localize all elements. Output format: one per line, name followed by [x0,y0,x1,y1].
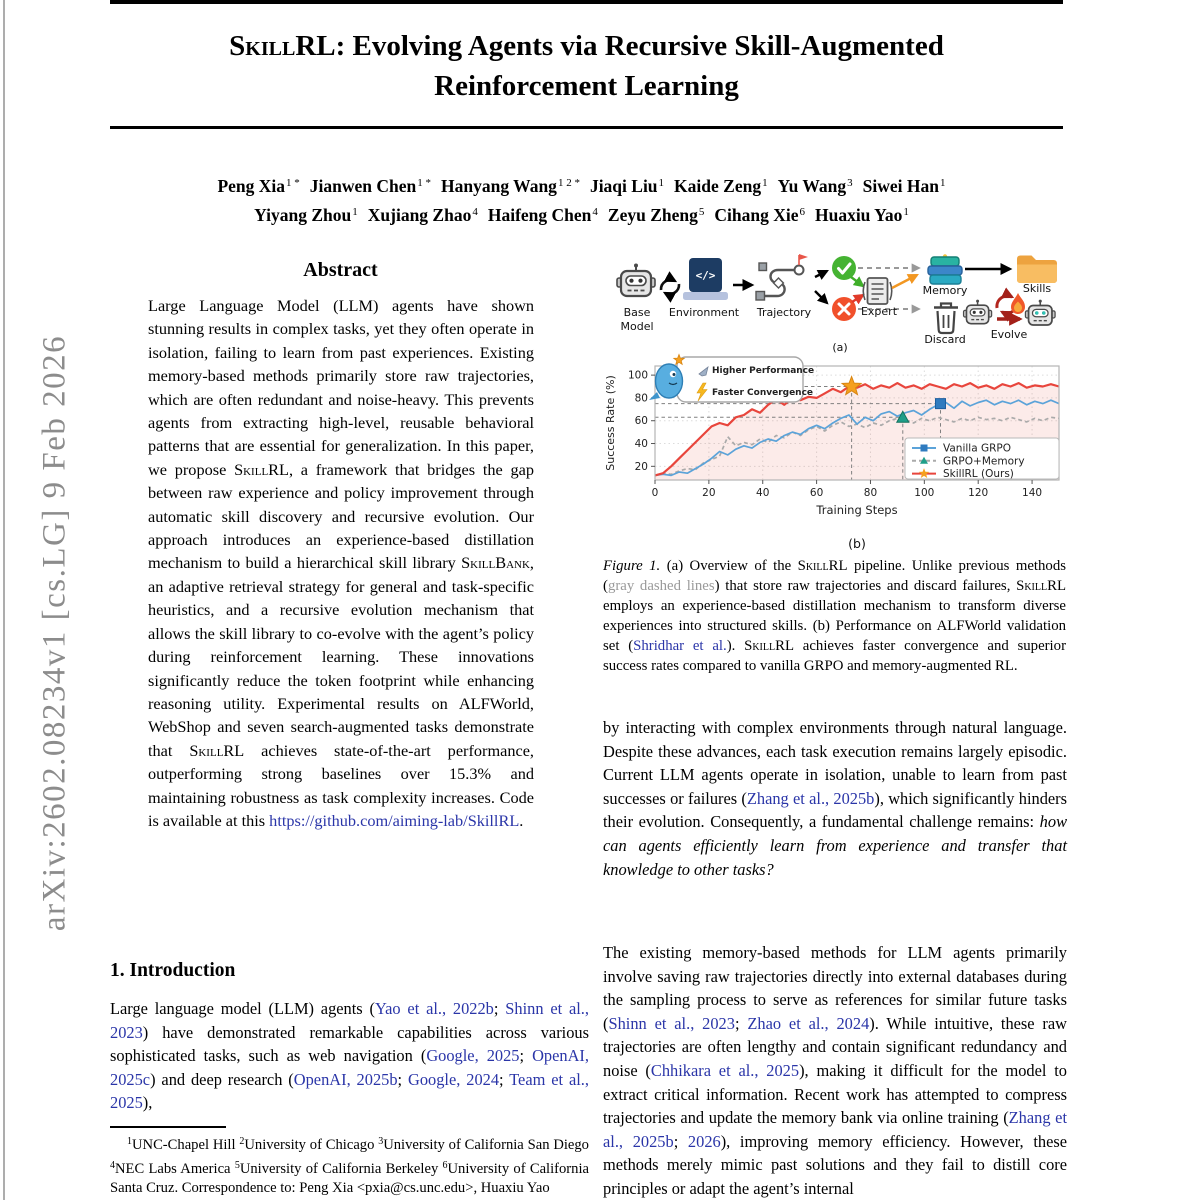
text-segment: Siwei Han [862,176,940,196]
trajectory-to-success-arrow [815,271,827,277]
text-segment: 1 [127,1136,132,1147]
citation-link[interactable]: Yao et al., 2022b [374,999,494,1018]
text-segment: 6 [799,206,805,218]
text-segment: by interacting with complex environments through natural language. Despite these advances, each task execution remains largely episodic. Current LLM agents operate in isolation, unable to learn from past successes or failures ( [603,718,1067,808]
text-segment: SkillRL [234,459,289,479]
citation-link[interactable]: OpenAI, 2025c [110,1046,589,1089]
trajectory-icon [756,254,808,300]
text-segment: 4 [592,206,598,218]
text-segment: ) that store raw trajectories and discard failures, [714,577,1017,594]
text-segment: pipeline. Unlike previous methods ( [603,558,1066,594]
paper-title [110,26,1063,106]
citation-link[interactable]: Zhao et al., 2024 [747,1013,870,1033]
introduction-heading: 1. Introduction [110,960,236,981]
arxiv-watermark: arXiv:2602.08234v1 [cs.LG] 9 Feb 2026 [36,334,73,932]
flame-icon [1011,293,1025,314]
text-segment: achieves state-of-the-art performance, outperforming strong baselines over 15.3% and maintaining robustness as task complexity increases. Code is available at this [148,740,535,830]
text-segment: 3 [378,1136,384,1147]
x-axis-label: Training Steps [816,503,898,517]
evolved-agent-robot-icon [1025,300,1055,325]
text-segment: Yiyang Zhou [254,205,352,225]
text-segment: SkillRL [744,637,795,654]
skills-label: Skills [1022,282,1052,295]
text-segment: University of California Santa Cruz. Correspondence to: Peng Xia <pxia@cs.unc.edu>, Huaxiu Yao [110,1160,589,1197]
memory-icon [928,254,962,284]
x-tick-label: 60 [809,487,824,499]
trajectory-to-failure-arrow [815,291,827,303]
legend-label: Vanilla GRPO [943,442,1012,455]
x-tick-label: 140 [1022,487,1043,499]
y-axis-label: Success Rate (%) [604,375,617,471]
text-segment: ) and deep research ( [150,1069,294,1089]
citation-link[interactable]: Shinn et al., 2023 [110,999,589,1042]
text-segment: ), improving memory efficiency. However, these methods merely mimic past solutions and they fail to distill core principles or adapt the agent’s internal [603,1131,1067,1198]
subfigure-a-tag: (a) [832,341,848,354]
text-segment: Jianwen Chen [309,176,417,196]
author-line-2 [110,199,1063,228]
text-segment: 1 [762,177,768,189]
figure-1a-pipeline-diagram [603,248,1065,356]
text-segment: ; [673,1131,688,1151]
y-tick-label: 20 [634,460,648,473]
environment-icon [683,258,728,300]
mascot-icon [656,364,683,398]
text-segment: RL: Evolving Agents via Recursive Skill-Augmented [295,30,944,62]
text-segment: University of Chicago [244,1137,379,1153]
text-segment: 5 [698,206,705,218]
text-segment: ; [493,999,506,1018]
text-segment: ; [499,1069,510,1089]
introduction-text [110,997,589,1115]
citation-link[interactable]: OpenAI, 2025b [293,1069,398,1089]
success-check-icon [832,256,856,280]
citation-link[interactable]: Zhang et al., 2025b [746,788,875,808]
author-line-1 [110,170,1063,199]
text-segment: ; [734,1013,748,1033]
affiliation-footnote [110,1132,589,1199]
legend-label: GRPO+Memory [943,455,1025,468]
author-list [110,170,1063,228]
text-segment: The existing memory-based methods for LLM agents primarily involve saving raw trajectories directly into external databases during the sampling process to serve as references for similar future tasks ( [603,943,1067,1033]
text-segment: ), [142,1093,153,1113]
text-segment: 3 [847,177,853,189]
text-segment: achieves faster convergence and superior success rates compared to vanilla GRPO and memory-augmented RL. [603,637,1066,674]
text-segment: how can agents efficiently learn from experience and transfer that knowledge to other tasks? [603,812,1067,879]
text-segment: Peng Xia [217,176,286,196]
citation-link[interactable]: Shinn et al., 2023 [608,1013,735,1033]
figure-1-caption [603,557,1066,676]
alfworld-training-chart [603,352,1065,557]
text-segment: 1 [352,206,358,218]
discard-icon [934,304,958,334]
citation-link[interactable]: 2026 [687,1131,721,1151]
text-segment: 1 * [286,177,300,189]
title-rule [110,126,1063,129]
x-tick-label: 100 [914,487,935,499]
y-tick-label: 100 [627,369,648,382]
text-segment: , a framework that bridges the gap between raw experience and policy improvement through automatic skill discovery and recursive evolution. Our approach introduces an experience-based distillation mechanism to build a hierarchical skill library [148,459,534,573]
expert-to-memory-arrow [892,275,917,288]
text-segment: . [519,810,524,830]
text-segment: UNC-Chapel Hill [132,1137,240,1153]
text-segment: NEC Labs America [115,1160,235,1177]
text-segment: ). [726,637,745,654]
legend-marker-square [921,445,928,452]
text-segment: Large Language Model (LLM) agents have shown stunning results in complex tasks, yet they often operate in isolation, failing to learn from past experiences. Existing memory-based methods primarily store raw trajectories, which are often redundant and noise-heavy. This prevents agents from extracting high-level, reusable behavioral patterns that are essential for generalization. In this paper, we propose [148,296,534,479]
text-segment: 2 [239,1136,245,1147]
text-segment: ), which significantly hinders their evolution. Consequently, a fundamental challenge remains: [603,788,1067,832]
text-segment: employs an experience-based distillation mechanism to transform diverse experiences into structured skills. (b) Performance on ALFWorld validation set ( [603,597,1066,654]
text-segment: Hanyang Wang [441,176,557,196]
footnote-rule [110,1126,226,1128]
badge-line-2: Faster Convergence [712,388,814,398]
text-segment: Skill [229,30,296,62]
y-tick-label: 60 [634,415,648,428]
text-segment: SkillRL [189,740,245,760]
subfigure-b-tag: (b) [848,536,866,551]
text-segment: Yu Wang [777,176,847,196]
expert-label: Expert [860,305,898,318]
environment-label: Environment [668,306,740,319]
badge-line-1: Higher Performance [712,366,815,376]
text-segment: Kaide Zeng [674,176,762,196]
text-segment: ), making it difficult for the model to extract critical information. Recent work has attempted to compress trajectories and update the memory bank via online training ( [603,1060,1068,1128]
code-url-link[interactable]: https://github.com/aiming-lab/SkillRL [269,810,520,830]
old-agent-robot-icon [964,300,992,324]
text-segment: 5 [234,1159,240,1171]
discard-label: Discard [924,333,966,346]
citation-link[interactable]: Google, 2025 [426,1046,520,1066]
paper-title-line1 [229,30,944,62]
text-segment: Figure 1. [603,558,661,574]
text-segment: Zeyu Zheng [607,205,698,225]
x-tick-label: 120 [968,487,989,499]
right-column-paragraph-1 [603,716,1067,881]
text-segment: Cihang Xie [714,205,799,225]
text-segment: 1 2 * [557,177,580,189]
text-segment: 4 [110,1159,115,1171]
citation-link[interactable]: Chhikara et al., 2025 [650,1060,800,1080]
expert-icon [863,278,892,304]
text-segment: gray dashed lines [607,577,715,594]
text-segment: 1 [658,177,665,189]
mascot-pupil [673,373,676,376]
memory-label: Memory [922,284,968,297]
top-rule [110,0,1063,4]
failure-to-expert-arrow [852,295,863,302]
text-segment: ; [397,1069,408,1089]
page-edge-line [3,0,5,1200]
code-glyph: </> [695,269,716,282]
x-tick-label: 40 [756,487,770,499]
success-to-expert-arrow [851,277,863,286]
x-tick-label: 0 [651,487,659,499]
text-segment: University of California Berkeley [239,1160,443,1177]
evolve-label: Evolve [990,328,1028,341]
text-segment: SkillRL [1016,577,1066,594]
x-tick-label: 80 [863,487,878,499]
text-segment: Xujiang Zhao [367,205,472,225]
citation-link[interactable]: Team et al., 2025 [110,1069,589,1113]
text-segment: ) have demonstrated remarkable capabilities across various sophisticated tasks, such as web navigation ( [110,1022,589,1066]
text-segment: SkillBank [461,553,530,573]
base-model-label-2: Model [620,320,654,333]
y-tick-label: 40 [634,438,648,451]
paper-title-line2: Reinforcement Learning [434,70,739,102]
interaction-cycle-icon [661,280,679,294]
citation-link[interactable]: Google, 2024 [408,1069,500,1089]
abstract-text [148,294,534,832]
text-segment: 1 [940,177,946,189]
text-segment: 1 [903,206,909,218]
x-tick-label: 20 [702,487,716,499]
citation-link[interactable]: Zhang et al., 2025b [603,1108,1067,1151]
trajectory-label: Trajectory [756,306,812,319]
text-segment: Large language model (LLM) agents ( [110,999,375,1018]
text-segment: Huaxiu Yao [814,205,903,225]
y-tick-label: 80 [634,392,648,405]
text-segment: (a) Overview of the [660,558,798,574]
text-segment: ; [519,1046,533,1066]
base-model-label-1: Base [623,306,651,319]
text-segment: Haifeng Chen [487,205,592,225]
abstract-heading: Abstract [303,259,378,281]
text-segment: 4 [472,206,478,218]
text-segment: SkillRL [797,558,848,574]
base-model-robot-icon [617,264,655,297]
vanilla-grpo-milestone-marker [935,399,945,409]
text-segment: ). While intuitive, these raw trajectories are often lengthy and contain significant redundancy and noise ( [603,1013,1068,1080]
text-segment: University of California San Diego [383,1137,589,1153]
text-segment: , an adaptive retrieval strategy for general and task-specific heuristics, and a recursive evolution mechanism that allows the skill library to co-evolve with the agent’s policy during reinforcement learning. These innovations significantly reduce the token footprint while enhancing reasoning utility. Experimental results on ALFWorld, WebShop and seven search-augmented tasks demonstrate that [148,553,534,760]
right-column-paragraph-2 [603,941,1067,1200]
text-segment: Jiaqi Liu [589,176,658,196]
text-segment: 1 * [417,177,432,189]
skills-folder-icon [1017,256,1057,284]
text-segment: 6 [442,1159,448,1171]
citation-link[interactable]: Shridhar et al. [633,637,727,654]
legend-label: SkillRL (Ours) [943,468,1014,481]
